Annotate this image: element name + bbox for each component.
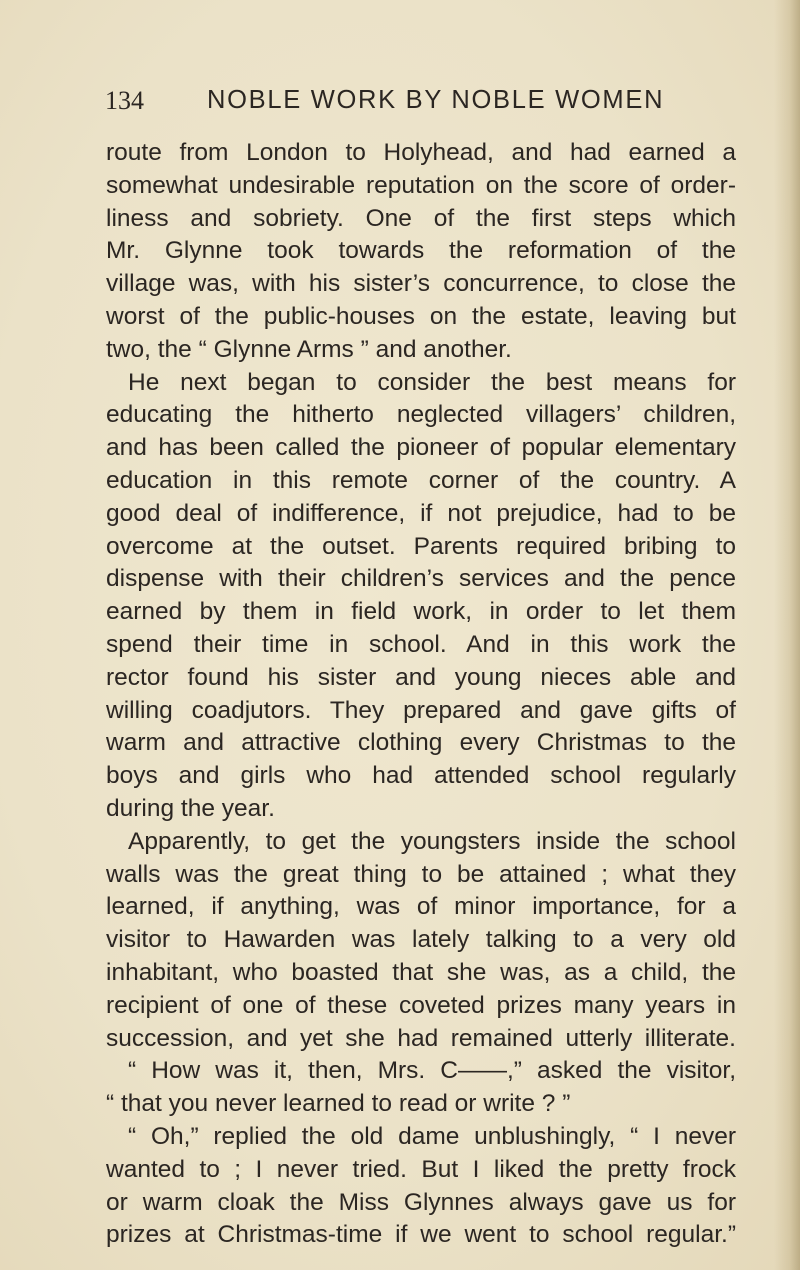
text-line: He next began to consider the best means for [128,368,736,396]
text-line: spend their time in school. And in this work the [106,630,736,658]
text-line: inhabitant, who boasted that she was, as a child, the [106,958,736,986]
text-line: rector found his sister and young nieces able and [106,663,736,691]
text-line: dispense with their children’s services and the pence [106,565,736,593]
text-line: succession, and yet she had remained utterly illiterate. [106,1024,736,1052]
text-line: village was, with his sister’s concurrence, to close the [106,270,736,298]
text-line: during the year. [106,794,275,822]
page-edge-shadow [774,0,800,1270]
text-line: prizes at Christmas-time if we went to school regular.” [106,1221,736,1249]
text-line: willing coadjutors. They prepared and gave gifts of [106,696,736,724]
text-line: “ Oh,” replied the old dame unblushingly, “ I never [128,1122,736,1150]
page-header [105,86,730,122]
text-line: worst of the public-houses on the estate, leaving but [106,302,736,330]
text-line: overcome at the outset. Parents required bribing to [106,532,736,560]
text-line: educating the hitherto neglected villagers’ children, [106,401,736,429]
text-line: Apparently, to get the youngsters inside the school [128,827,736,855]
text-line: earned by them in field work, in order to let them [106,598,736,626]
text-line: visitor to Hawarden was lately talking to a very old [106,926,736,954]
text-line: learned, if anything, was of minor importance, for a [106,893,736,921]
text-line: “ that you never learned to read or write ? ” [106,1090,571,1118]
text-line: walls was the great thing to be attained ; what they [106,860,736,888]
text-line: or warm cloak the Miss Glynnes always gave us for [106,1188,736,1216]
text-line: wanted to ; I never tried. But I liked the pretty frock [106,1155,736,1183]
text-line: recipient of one of these coveted prizes many years in [106,991,736,1019]
text-line: good deal of indifference, if not prejudice, had to be [106,499,736,527]
text-line: boys and girls who had attended school regularly [106,762,736,790]
text-line: education in this remote corner of the country. A [106,466,736,494]
running-head: NOBLE WORK BY NOBLE WOMEN [207,86,665,114]
text-line: and has been called the pioneer of popular elementary [106,434,736,462]
page-number: 134 [105,86,144,115]
text-line: liness and sobriety. One of the first steps which [106,204,736,232]
text-line: warm and attractive clothing every Christmas to the [106,729,736,757]
body-text [106,137,736,1252]
text-line: two, the “ Glynne Arms ” and another. [106,335,512,363]
text-line: “ How was it, then, Mrs. C——,” asked the visitor, [128,1057,736,1085]
text-line: somewhat undesirable reputation on the score of order- [106,171,736,199]
text-line: route from London to Holyhead, and had earned a [106,139,736,166]
text-line: Mr. Glynne took towards the reformation of the [106,237,736,265]
